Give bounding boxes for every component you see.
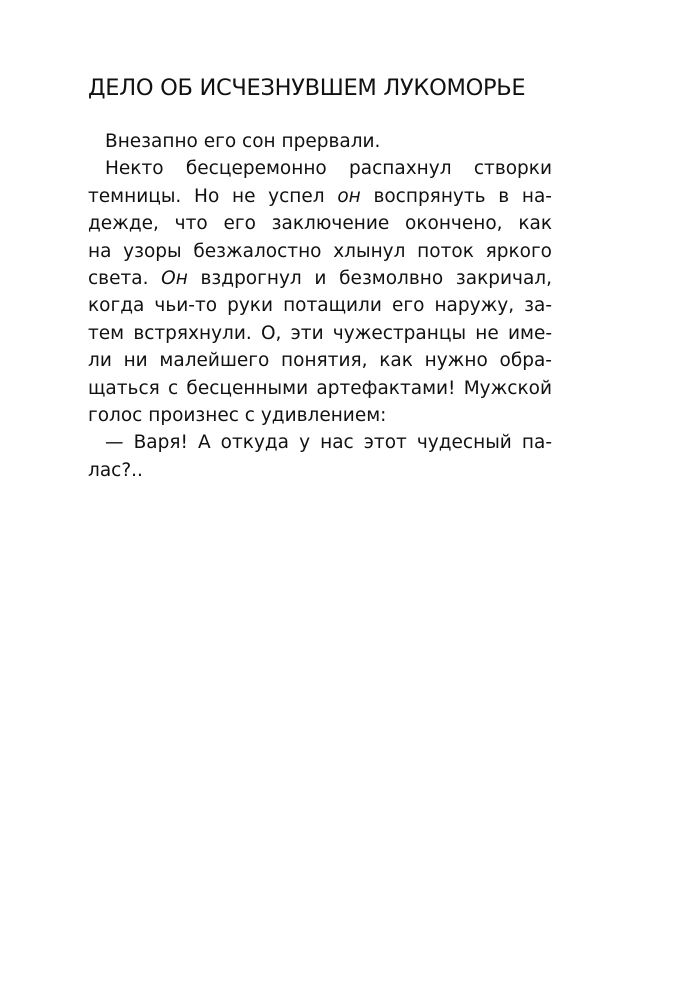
text-line: — Варя! А откуда у нас этот чудесный па-	[105, 432, 552, 454]
text-line: тем встряхнули. О, эти чужестранцы не име-	[88, 322, 552, 344]
text-line: когда чьи-то руки потащили его наружу, за-	[88, 295, 552, 317]
text-line: голос произнес с удивлением:	[88, 404, 387, 426]
text-line: щаться с бесценными артефактами! Мужской	[88, 377, 552, 399]
emphasis: он	[337, 185, 361, 207]
text-line: Некто бесцеремонно распахнул створки	[105, 158, 552, 180]
text-line: лас?..	[88, 459, 143, 481]
text-line: света. Он вздрогнул и безмолвно закричал,	[88, 267, 552, 289]
text-line: Внезапно его сон прервали.	[105, 131, 381, 152]
text-line: на узоры безжалостно хлынул поток яркого	[88, 240, 552, 262]
running-title: ДЕЛО ОБ ИСЧЕЗНУВШЕМ ЛУКОМОРЬЕ	[88, 75, 526, 101]
text-line: дежде, что его заключение окончено, как	[88, 213, 552, 235]
text-line: ли ни малейшего понятия, как нужно обра-	[88, 350, 552, 372]
emphasis: Он	[161, 267, 188, 289]
text-line: темницы. Но не успел он воспрянуть в на-	[88, 185, 552, 207]
body-text	[88, 128, 552, 484]
